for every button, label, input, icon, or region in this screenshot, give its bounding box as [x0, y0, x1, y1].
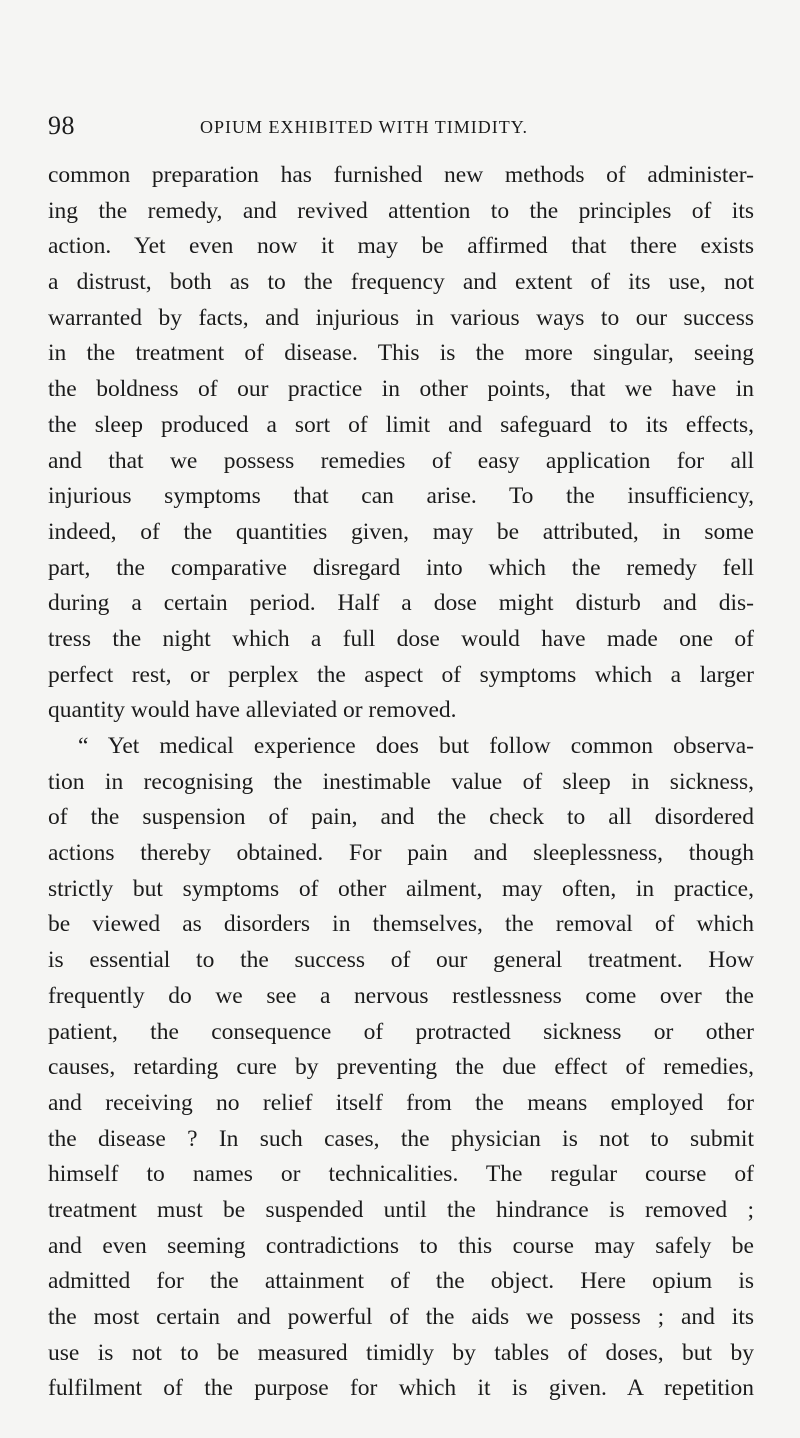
text-line: treatment must be suspended until the hindrance is removed ;: [48, 1196, 754, 1223]
text-line: himself to names or technicalities. The regular course of: [48, 1161, 754, 1188]
text-line: is essential to the success of our general treatment. How: [48, 947, 754, 974]
text-line: indeed, of the quantities given, may be attributed, in some: [48, 518, 754, 545]
text-line: strictly but symptoms of other ailment, may often, in practice,: [48, 875, 754, 902]
text-line: injurious symptoms that can arise. To the insufficiency,: [48, 483, 754, 510]
text-line: tion in recognising the inestimable value of sleep in sickness,: [48, 768, 754, 795]
text-line: frequently do we see a nervous restlessness come over the: [48, 982, 754, 1009]
text-line: action. Yet even now it may be affirmed that there exists: [48, 233, 754, 260]
text-line: a distrust, both as to the frequency and extent of its use, not: [48, 269, 754, 296]
text-line: warranted by facts, and injurious in various ways to our success: [48, 304, 754, 331]
text-line: and that we possess remedies of easy application for all: [48, 447, 754, 474]
text-line: of the suspension of pain, and the check to all disordered: [48, 804, 754, 831]
text-line: in the treatment of disease. This is the more singular, seeing: [48, 340, 754, 367]
text-line: patient, the consequence of protracted sickness or other: [48, 1018, 754, 1045]
text-line: ing the remedy, and revived attention to the principles of its: [48, 197, 754, 224]
text-line: actions thereby obtained. For pain and sleeplessness, though: [48, 840, 754, 867]
body-text: [48, 158, 754, 1407]
page-number: 98: [48, 111, 75, 140]
running-head: OPIUM EXHIBITED WITH TIMIDITY.: [200, 117, 528, 137]
text-line: the disease ? In such cases, the physician is not to submit: [48, 1125, 754, 1152]
text-line: and receiving no relief itself from the means employed for: [48, 1089, 754, 1116]
text-line: use is not to be measured timidly by tables of doses, but by: [48, 1339, 754, 1366]
text-line: and even seeming contradictions to this course may safely be: [48, 1232, 754, 1259]
text-line: be viewed as disorders in themselves, the removal of which: [48, 911, 754, 938]
paragraph-end-line: quantity would have alleviated or removed.: [48, 697, 457, 724]
text-line: admitted for the attainment of the object. Here opium is: [48, 1268, 754, 1295]
text-line: during a certain period. Half a dose might disturb and dis-: [48, 590, 754, 617]
text-line: part, the comparative disregard into which the remedy fell: [48, 554, 754, 581]
text-line: causes, retarding cure by preventing the due effect of remedies,: [48, 1054, 754, 1081]
text-line: the sleep produced a sort of limit and safeguard to its effects,: [48, 411, 754, 438]
text-line: the boldness of our practice in other points, that we have in: [48, 376, 754, 403]
text-line: tress the night which a full dose would have made one of: [48, 625, 754, 652]
text-line: common preparation has furnished new methods of administer-: [48, 162, 754, 188]
text-line: fulfilment of the purpose for which it is given. A repetition: [48, 1375, 754, 1402]
paragraph-start-line: “ Yet medical experience does but follow common observa-: [78, 733, 754, 759]
text-line: the most certain and powerful of the aids we possess ; and its: [48, 1304, 754, 1330]
text-line: perfect rest, or perplex the aspect of symptoms which a larger: [48, 661, 754, 688]
